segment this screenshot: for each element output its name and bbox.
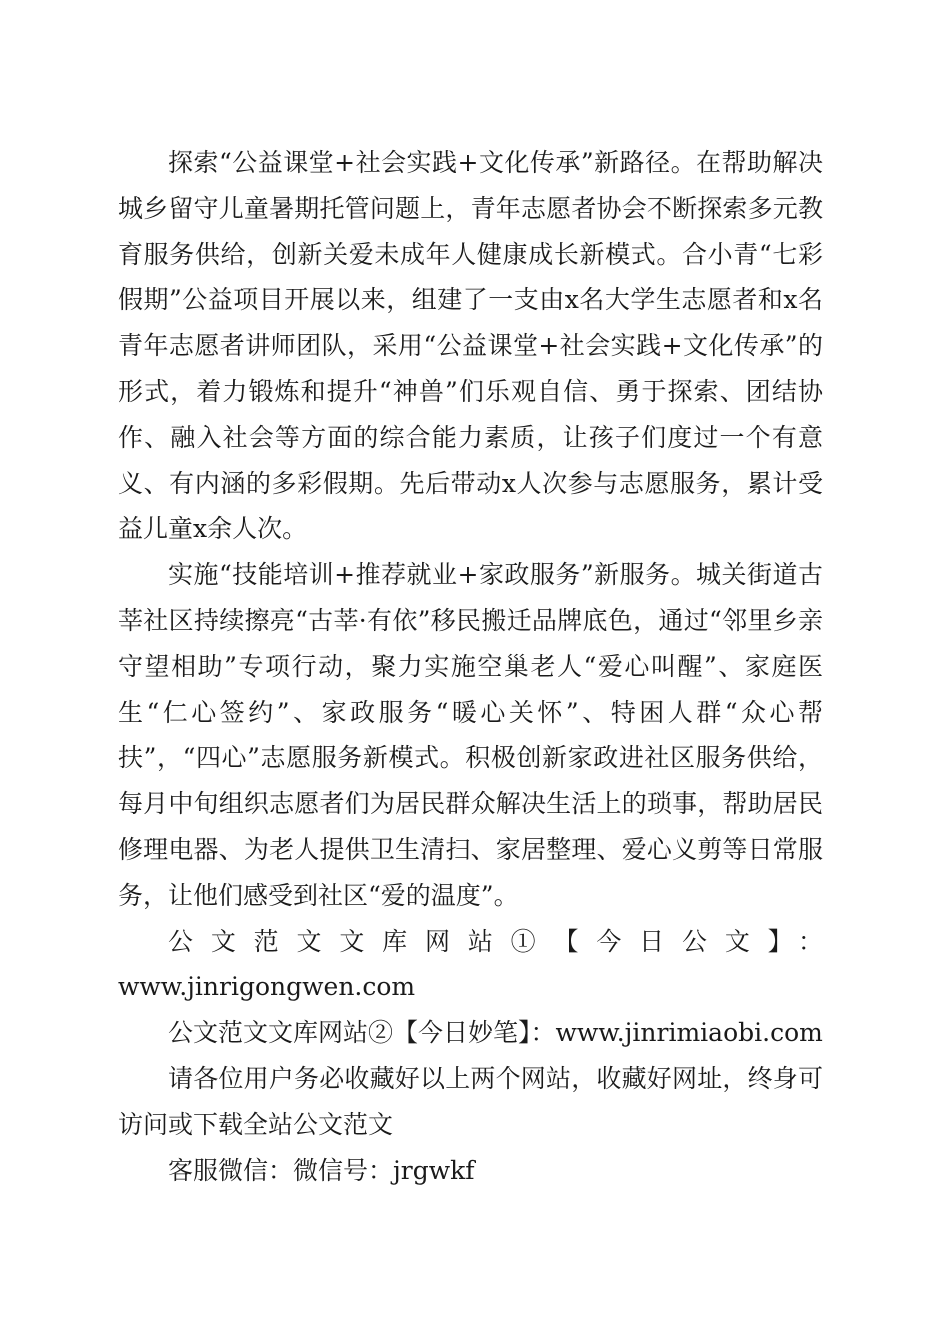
site1-label: 公文范文文库网站①【今日公文】： [168, 926, 823, 956]
document-body [118, 140, 823, 1193]
paragraph-public-welfare: 探索“公益课堂+社会实践+文化传承”新路径。在帮助解决城乡留守儿童暑期托管问题上，青年志愿者协会不断探索多元教育服务供给，创新关爱未成年人健康成长新模式。合小青“七彩假期”公益项目开展以来，组建了一支由x名大学生志愿者和x名青年志愿者讲师团队，采用“公益课堂+社会实践+文化传承”的形式，着力锻炼和提升“神兽”们乐观自信、勇于探索、团结协作、融入社会等方面的综合能力素质，让孩子们度过一个有意义、有内涵的多彩假期。先后带动x人次参与志愿服务，累计受益儿童x余人次。 [118, 148, 823, 544]
bookmark-notice: 请各位用户务必收藏好以上两个网站，收藏好网址，终身可访问或下载全站公文范文 [118, 1063, 823, 1139]
wechat-contact: 客服微信：微信号：jrgwkf [168, 1155, 475, 1185]
site2-line: 公文范文文库网站②【今日妙笔】：www.jinrimiaobi.com [168, 1018, 823, 1048]
site1-url: www.jinrigongwen.com [118, 972, 416, 1002]
paragraph-skills-training: 实施“技能培训+推荐就业+家政服务”新服务。城关街道古莘社区持续擦亮“古莘·有依”移民搬迁品牌底色，通过“邻里乡亲守望相助”专项行动，聚力实施空巢老人“爱心叫醒”、家庭医生“仁心签约”、家政服务“暖心关怀”、特困人群“众心帮扶”，“四心”志愿服务新模式。积极创新家政进社区服务供给，每月中旬组织志愿者们为居民群众解决生活上的琐事，帮助居民修理电器、为老人提供卫生清扫、家居整理、爱心义剪等日常服务，让他们感受到社区“爱的温度”。 [118, 560, 823, 910]
